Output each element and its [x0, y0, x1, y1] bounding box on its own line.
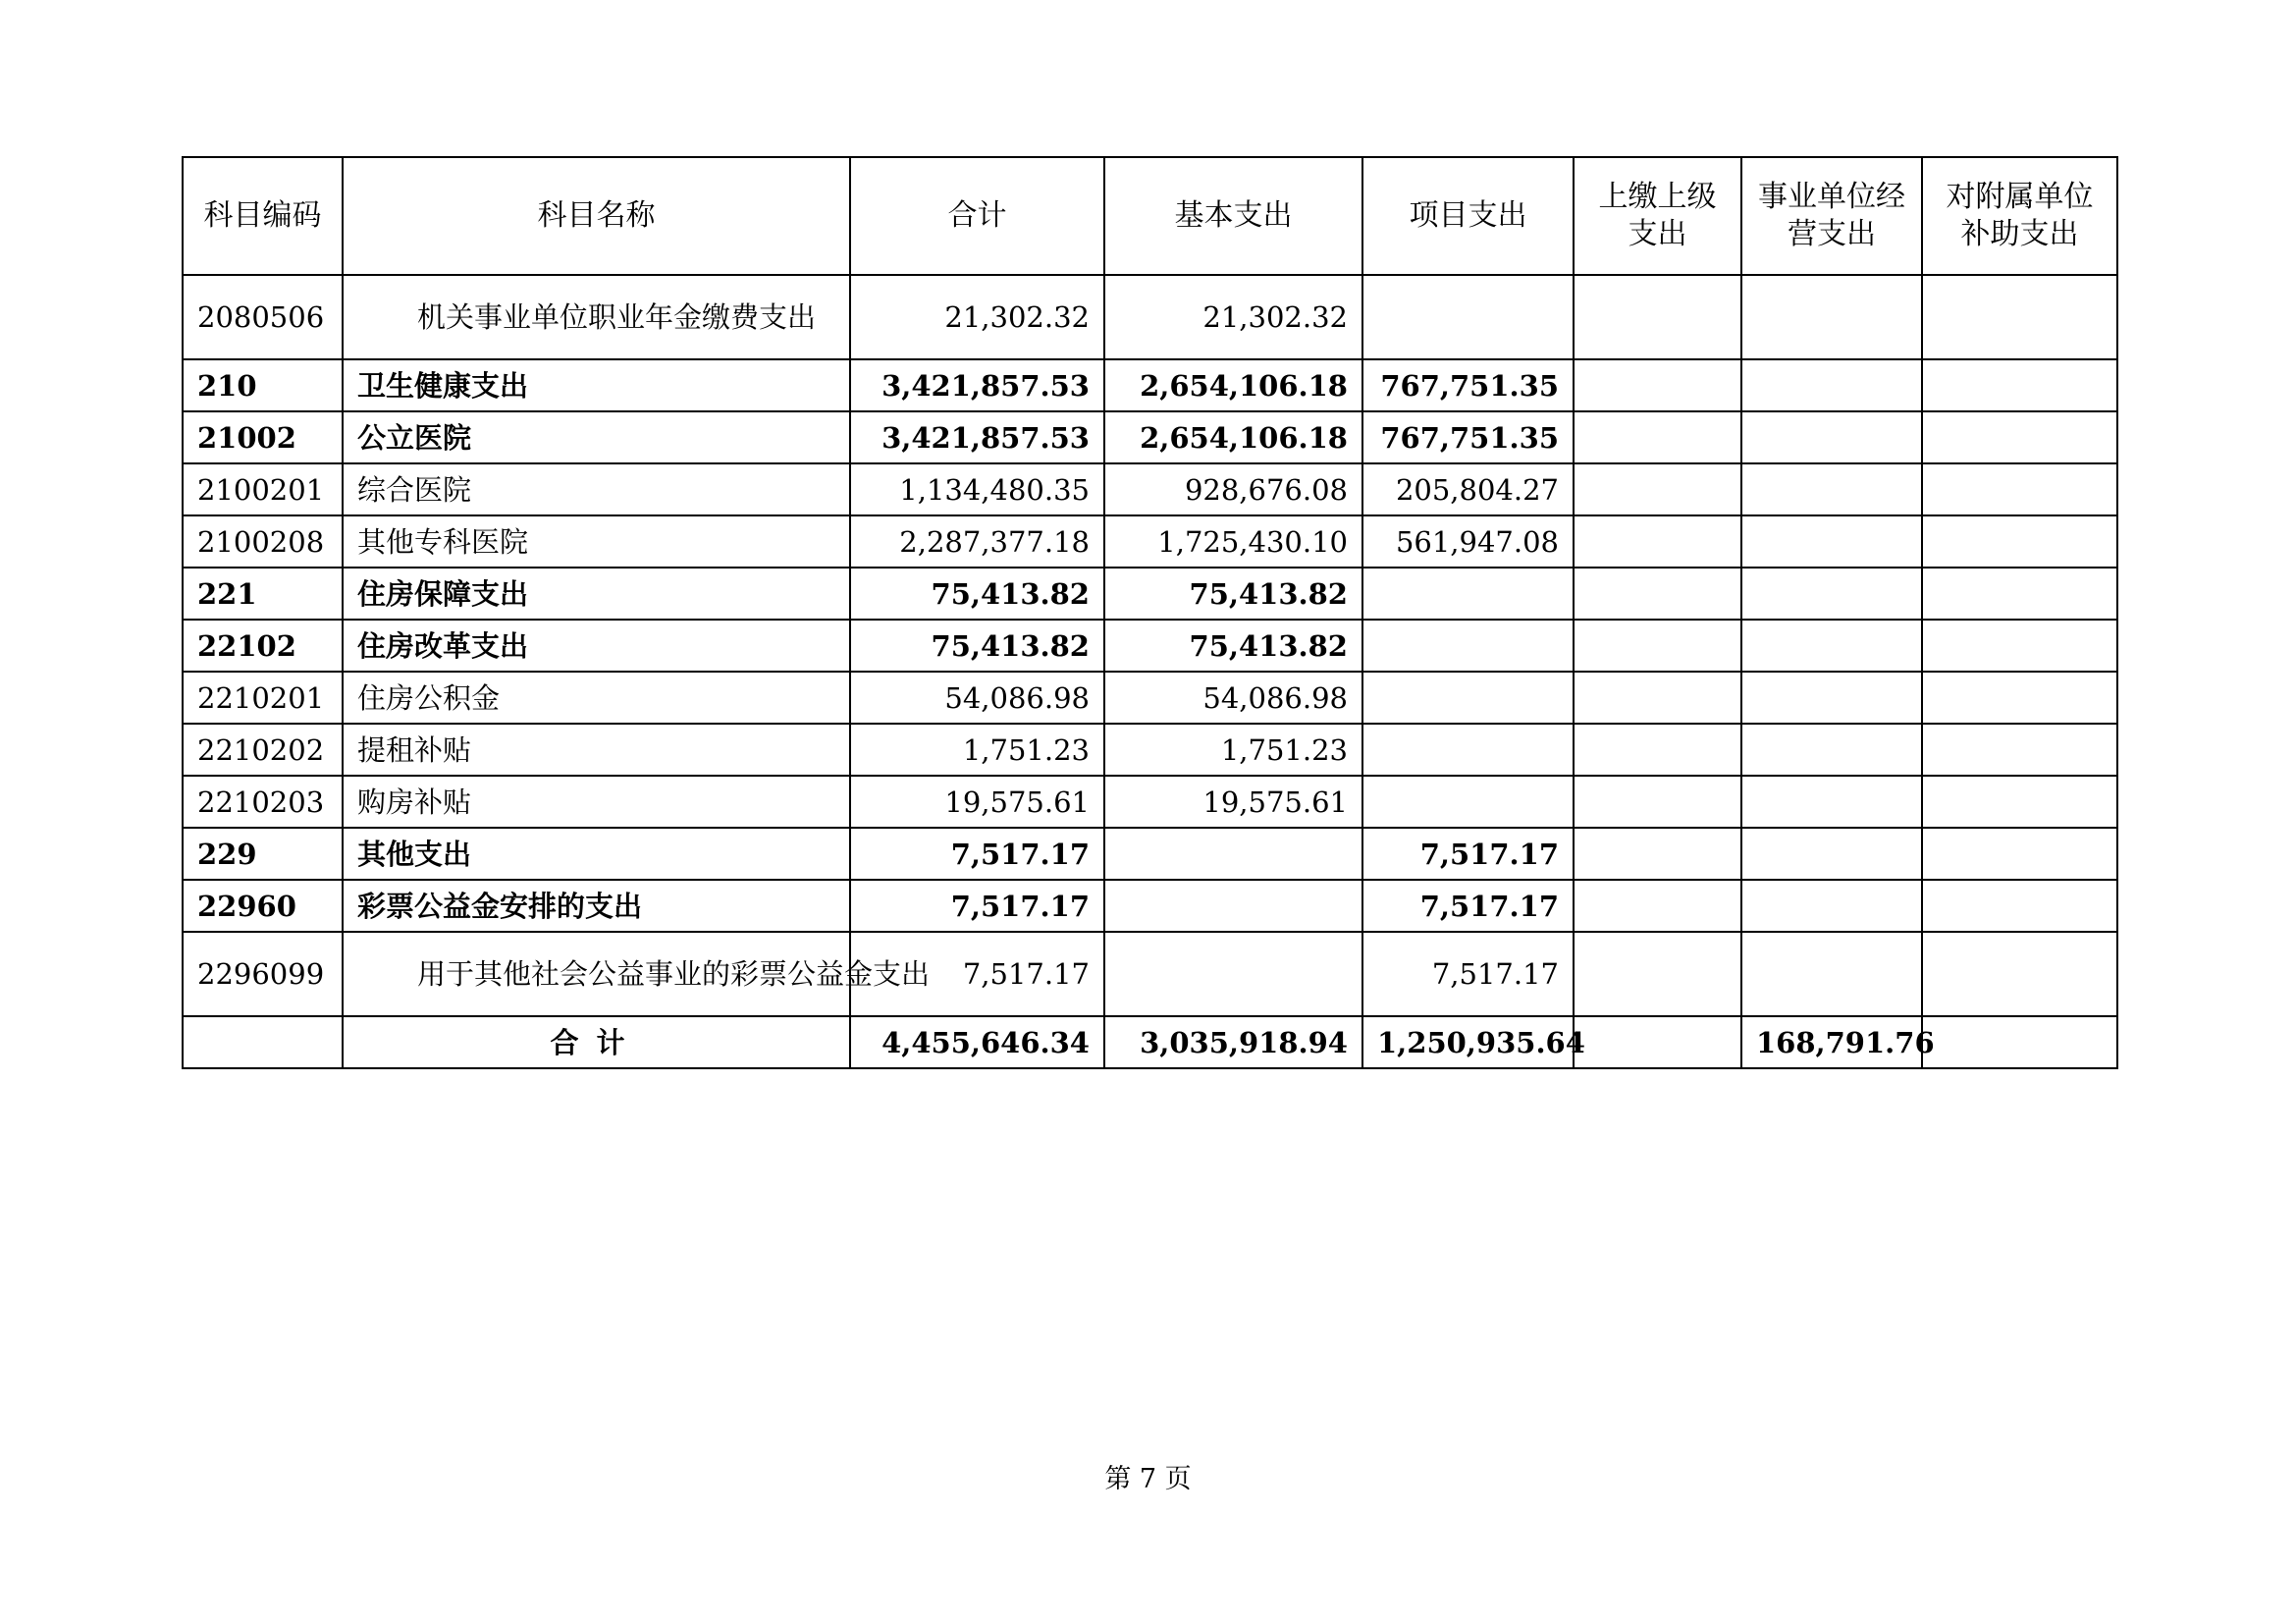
row-project: 7,517.17 [1362, 828, 1574, 880]
row-upper [1574, 359, 1741, 411]
row-subsidy [1922, 411, 2117, 463]
row-code: 22960 [183, 880, 343, 932]
row-upper [1574, 828, 1741, 880]
row-project [1362, 568, 1574, 620]
row-basic: 2,654,106.18 [1104, 411, 1362, 463]
row-name: 综合医院 [343, 463, 850, 515]
row-name: 提租补贴 [343, 724, 850, 776]
row-upper [1574, 776, 1741, 828]
total-row-total: 4,455,646.34 [850, 1016, 1104, 1068]
row-basic [1104, 932, 1362, 1016]
row-total: 3,421,857.53 [850, 359, 1104, 411]
header-basic: 基本支出 [1104, 157, 1362, 275]
row-subsidy [1922, 672, 2117, 724]
table-row [183, 932, 2117, 1016]
row-name: 购房补贴 [343, 776, 850, 828]
row-basic: 75,413.82 [1104, 568, 1362, 620]
row-basic: 1,751.23 [1104, 724, 1362, 776]
row-business [1741, 932, 1922, 1016]
row-basic [1104, 880, 1362, 932]
table-header-row [183, 157, 2117, 275]
row-total: 7,517.17 [850, 880, 1104, 932]
table-row [183, 672, 2117, 724]
row-name: 彩票公益金安排的支出 [343, 880, 850, 932]
row-code: 2080506 [183, 275, 343, 359]
table-row [183, 515, 2117, 568]
row-code: 2296099 [183, 932, 343, 1016]
row-business [1741, 828, 1922, 880]
row-code: 2100208 [183, 515, 343, 568]
table-row [183, 724, 2117, 776]
row-basic: 19,575.61 [1104, 776, 1362, 828]
row-project: 561,947.08 [1362, 515, 1574, 568]
row-code: 22102 [183, 620, 343, 672]
row-basic [1104, 828, 1362, 880]
row-business [1741, 568, 1922, 620]
total-row-business: 168,791.76 [1741, 1016, 1922, 1068]
row-code: 2210203 [183, 776, 343, 828]
row-name [343, 932, 931, 1016]
table-row [183, 828, 2117, 880]
row-code: 229 [183, 828, 343, 880]
row-total: 2,287,377.18 [850, 515, 1104, 568]
row-project [1362, 724, 1574, 776]
row-upper [1574, 463, 1741, 515]
table-row [183, 359, 2117, 411]
budget-expenditure-table [182, 156, 2118, 1069]
row-code: 2100201 [183, 463, 343, 515]
row-basic: 928,676.08 [1104, 463, 1362, 515]
header-code: 科目编码 [183, 157, 343, 275]
row-upper [1574, 620, 1741, 672]
row-name: 住房保障支出 [343, 568, 850, 620]
row-upper [1574, 568, 1741, 620]
row-basic: 2,654,106.18 [1104, 359, 1362, 411]
row-subsidy [1922, 275, 2117, 359]
row-project [1362, 672, 1574, 724]
row-total: 7,517.17 [850, 828, 1104, 880]
header-name: 科目名称 [343, 157, 850, 275]
row-subsidy [1922, 880, 2117, 932]
table-total-row [183, 1016, 2117, 1068]
row-subsidy [1922, 568, 2117, 620]
row-subsidy [1922, 620, 2117, 672]
row-business [1741, 359, 1922, 411]
header-total: 合计 [850, 157, 1104, 275]
header-business: 事业单位经营支出 [1741, 157, 1922, 275]
row-project [1362, 620, 1574, 672]
row-name: 卫生健康支出 [343, 359, 850, 411]
total-row-upper [1574, 1016, 1741, 1068]
page-number: 第 7 页 [1104, 1464, 1192, 1494]
row-project [1362, 776, 1574, 828]
total-row-project: 1,250,935.64 [1362, 1016, 1574, 1068]
row-business [1741, 776, 1922, 828]
row-project: 767,751.35 [1362, 411, 1574, 463]
row-business [1741, 275, 1922, 359]
row-name: 公立医院 [343, 411, 850, 463]
header-subsidy: 对附属单位补助支出 [1922, 157, 2117, 275]
total-row-code [183, 1016, 343, 1068]
row-project: 7,517.17 [1362, 932, 1574, 1016]
row-business [1741, 672, 1922, 724]
row-name-text: 用于其他社会公益事业的彩票公益金支出 [417, 957, 931, 991]
row-project [1362, 275, 1574, 359]
row-business [1741, 463, 1922, 515]
total-row-basic: 3,035,918.94 [1104, 1016, 1362, 1068]
row-upper [1574, 724, 1741, 776]
header-upper: 上缴上级支出 [1574, 157, 1741, 275]
row-basic: 54,086.98 [1104, 672, 1362, 724]
row-total: 21,302.32 [850, 275, 1104, 359]
row-total: 3,421,857.53 [850, 411, 1104, 463]
row-upper [1574, 275, 1741, 359]
table-row [183, 880, 2117, 932]
row-upper [1574, 411, 1741, 463]
row-business [1741, 724, 1922, 776]
row-project: 767,751.35 [1362, 359, 1574, 411]
row-total: 19,575.61 [850, 776, 1104, 828]
row-total: 75,413.82 [850, 620, 1104, 672]
row-upper [1574, 880, 1741, 932]
table-row [183, 411, 2117, 463]
row-name-text: 机关事业单位职业年金缴费支出 [417, 300, 817, 334]
row-name: 其他专科医院 [343, 515, 850, 568]
row-basic: 21,302.32 [1104, 275, 1362, 359]
row-code: 21002 [183, 411, 343, 463]
row-total: 1,751.23 [850, 724, 1104, 776]
row-business [1741, 411, 1922, 463]
row-subsidy [1922, 515, 2117, 568]
table-row [183, 776, 2117, 828]
row-name: 住房改革支出 [343, 620, 850, 672]
row-subsidy [1922, 724, 2117, 776]
row-code: 210 [183, 359, 343, 411]
table-row [183, 568, 2117, 620]
row-total: 7,517.17 [850, 932, 1104, 1016]
row-code: 2210202 [183, 724, 343, 776]
row-total: 54,086.98 [850, 672, 1104, 724]
row-total: 1,134,480.35 [850, 463, 1104, 515]
table-row [183, 620, 2117, 672]
row-code: 2210201 [183, 672, 343, 724]
row-basic: 75,413.82 [1104, 620, 1362, 672]
total-row-label: 合计 [343, 1016, 850, 1068]
row-upper [1574, 515, 1741, 568]
row-basic: 1,725,430.10 [1104, 515, 1362, 568]
row-subsidy [1922, 932, 2117, 1016]
row-name: 住房公积金 [343, 672, 850, 724]
row-subsidy [1922, 359, 2117, 411]
row-subsidy [1922, 828, 2117, 880]
row-total: 75,413.82 [850, 568, 1104, 620]
total-row-subsidy [1922, 1016, 2117, 1068]
row-name [343, 275, 850, 359]
table-row [183, 275, 2117, 359]
row-name: 其他支出 [343, 828, 850, 880]
row-project: 205,804.27 [1362, 463, 1574, 515]
row-upper [1574, 672, 1741, 724]
row-project: 7,517.17 [1362, 880, 1574, 932]
row-business [1741, 880, 1922, 932]
table-row [183, 463, 2117, 515]
row-subsidy [1922, 463, 2117, 515]
row-business [1741, 620, 1922, 672]
header-project: 项目支出 [1362, 157, 1574, 275]
row-business [1741, 515, 1922, 568]
row-code: 221 [183, 568, 343, 620]
row-subsidy [1922, 776, 2117, 828]
row-upper [1574, 932, 1741, 1016]
